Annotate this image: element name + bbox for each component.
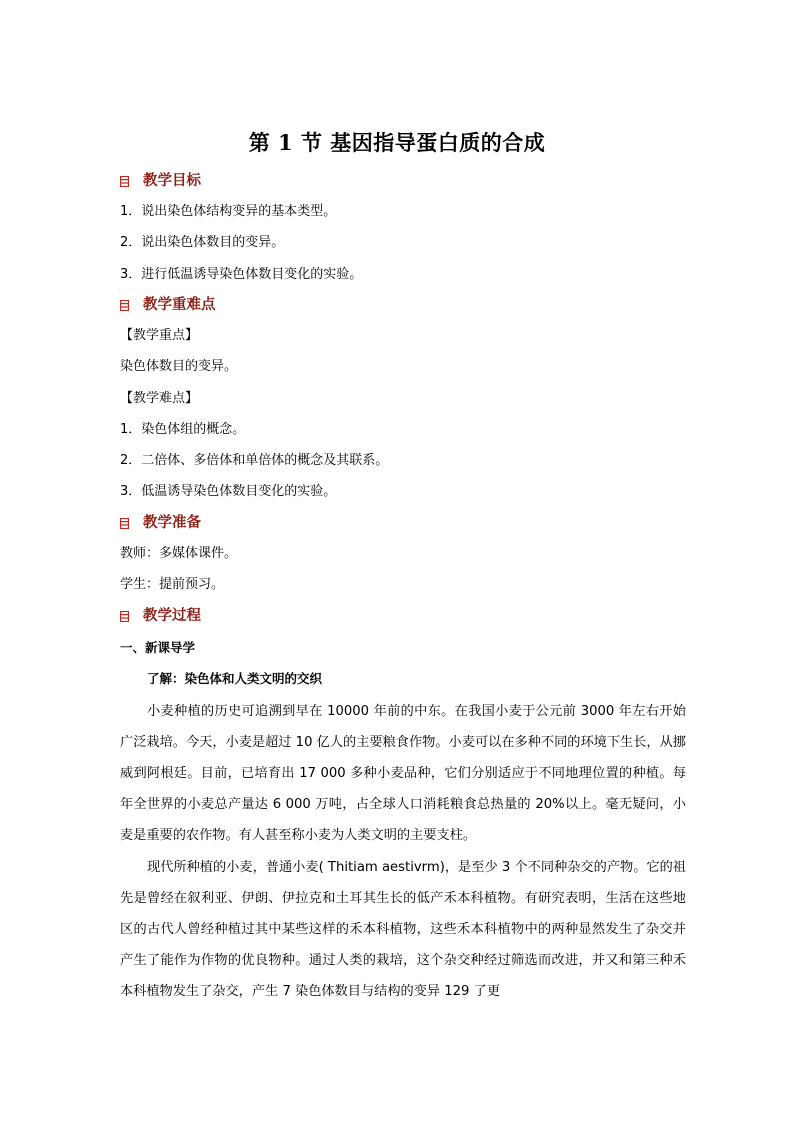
section-heading-text: 教学重难点	[143, 297, 216, 313]
objective-item: 2．说出染色体数目的变异。	[120, 235, 285, 250]
section-heading-keypoints	[120, 295, 216, 315]
section-heading-text: 教学准备	[143, 515, 201, 531]
teacher-prep: 教师：多媒体课件。	[120, 546, 238, 561]
difficult-item: 2．二倍体、多倍体和单倍体的概念及其联系。	[120, 453, 389, 468]
section-heading-text: 教学目标	[143, 173, 201, 189]
section-heading-process	[120, 606, 201, 626]
student-prep: 学生：提前预习。	[120, 577, 225, 592]
objective-item: 3．进行低温诱导染色体数目变化的实验。	[120, 267, 363, 282]
list-bullet-icon	[120, 518, 129, 529]
key-text: 染色体数目的变异。	[120, 359, 238, 374]
part-heading: 一、新课导学	[120, 640, 196, 655]
section-heading-preparation	[120, 513, 201, 533]
body-paragraph: 小麦种植的历史可追溯到早在 10000 年前的中东。在我国小麦于公元前 3000 年左右开始广泛栽培。今天，小麦是超过 10 亿人的主要粮食作物。小麦可以在多种不同的环境下生长，从挪威到阿根廷。目前，已培育出 17 000 多种小麦品种，它们分别适应于不同地理位置的种植。每年全世界的小麦总产量达 6 000 万吨，占全球人口消耗粮食总热量的 20%以上。毫无疑问，小麦是重要的农作物。有人甚至称小麦为人类文明的主要支柱。	[120, 704, 686, 843]
objective-item: 1．说出染色体结构变异的基本类型。	[120, 204, 337, 219]
section-heading-objectives	[120, 171, 201, 191]
list-bullet-icon	[120, 300, 129, 311]
difficult-label: 【教学难点】	[120, 391, 199, 406]
difficult-item: 1．染色体组的概念。	[120, 422, 246, 437]
body-paragraph: 现代所种植的小麦，普通小麦( Thitiam aestivrm)，是至少 3 个不同种杂交的产物。它的祖先是曾经在叙利亚、伊朗、伊拉克和土耳其生长的低产禾本科植物。有研究表明，生活在这些地区的古代人曾经种植过其中某些这样的禾本科植物，这些禾本科植物中的两种显然发生了杂交并产生了能作为作物的优良物种。通过人类的栽培，这个杂交种经过筛选而改进，并又和第三种禾本科植物发生了杂交，产生 7 染色体数目与结构的变异 129 了更	[120, 860, 686, 999]
list-bullet-icon	[120, 611, 129, 622]
section-heading-text: 教学过程	[143, 608, 201, 624]
list-bullet-icon	[120, 176, 129, 187]
key-label: 【教学重点】	[120, 328, 199, 343]
difficult-item: 3．低温诱导染色体数目变化的实验。	[120, 484, 337, 499]
subtopic-heading: 了解：染色体和人类文明的交织	[147, 671, 323, 686]
page-title: 第 1 节 基因指导蛋白质的合成	[248, 130, 546, 155]
